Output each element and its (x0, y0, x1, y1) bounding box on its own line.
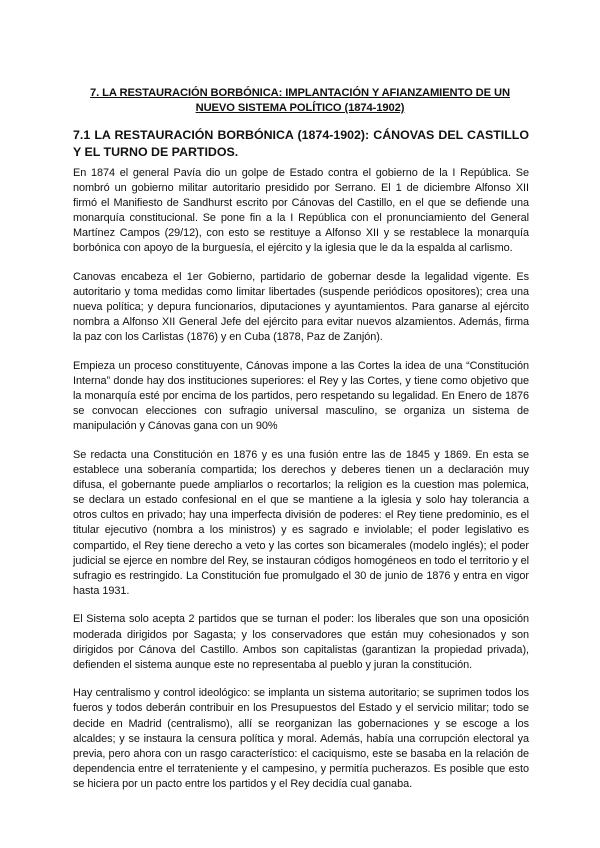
paragraph-6: Hay centralismo y control ideológico: se implanta un sistema autoritario; se suprimen todos los fueros y todos deberán contribuir en los Presupuestos del Estado y el servicio militar; todo se decide en Madrid (centralismo), allí se reorganizan las gobernaciones y se escoge a los alcaldes; y se instaura la censura política y moral. Además, había una corrupción electoral ya previa, pero ahora con un rasgo característico: el caciquismo, este se basaba en la relación de dependencia entre el terrateniente y el campesino, y permitía pucherazos. Es posible que esto se hiciera por un pacto entre los partidos y el Rey decidía cual ganaba. (73, 687, 529, 790)
paragraph-2: Canovas encabeza el 1er Gobierno, partidario de gobernar desde la legalidad vigente. Es autoritario y toma medidas como limitar libertades (suspende periódicos opositores); crea una nueva política; y depura funcionarios, diputaciones y ayuntamientos. Para ganarse al ejército nombra a Alfonso XII General Jefe del ejército para evitar nuevos alzamientos. Además, firma la paz con los Carlistas (1876) y en Cuba (1878, Paz de Zanjón). (73, 271, 529, 344)
document-title-line-1: 7. LA RESTAURACIÓN BORBÓNICA: IMPLANTACIÓN Y AFIANZAMIENTO DE UN (90, 87, 510, 99)
paragraph-4: Se redacta una Constitución en 1876 y es una fusión entre las de 1845 y 1869. En esta se establece una soberanía compartida; los derechos y deberes tienen un a declaración muy difusa, el gobernante puede ampliarlos o recortarlos; la religion es la cuestion mas polemica, se declara un estado confesional en el que se mantiene a la iglesia y solo hay tolerancia a otros cultos en privado; hay una imperfecta división de poderes: el Rey tiene predominio, es el titular ejecutivo (nombra a los ministros) y es sagrado e inviolable; el poder legislativo es compartido, el Rey tiene derecho a veto y las cortes son bicamerales (modelo inglés); el poder judicial se ejerce en nombre del Rey, se instauran códigos homogéneos en todo el territorio y el sufragio es restringido. La Constitución fue promulgado el 30 de junio de 1876 y entra en vigor hasta 1931. (73, 449, 529, 597)
paragraph-5: El Sistema solo acepta 2 partidos que se turnan el poder: los liberales que son una oposición moderada dirigidos por Sagasta; y los conservadores que están muy cohesionados y son dirigidos por Cánova del Castillo. Ambos son capitalistas (garantizan la propiedad privada), defienden el sistema aunque este no representaba al pueblo y juran la constitución. (73, 613, 529, 671)
paragraph-1: En 1874 el general Pavía dio un golpe de Estado contra el gobierno de la I República. Se nombró un gobierno militar autoritario presidido por Serrano. El 1 de diciembre Alfonso XII firmó el Manifiesto de Sandhurst escrito por Cánovas del Castillo, en el que se defiende una monarquía constitucional. Se pone fin a la I República con el pronunciamiento del General Martínez Campos (29/12), con esto se restituye a Alfonso XII y se restablece la monarquía borbónica con apoyo de la burguesía, el ejército y la iglesia que le da la espalda al carlismo. (73, 167, 529, 255)
document-title (80, 86, 520, 116)
document-body (73, 166, 529, 805)
paragraph-3: Empieza un proceso constituyente, Cánovas impone a las Cortes la idea de una “Constitución Interna” donde hay dos instituciones superiores: el Rey y las Cortes, y tiene como objetivo que la monarquía esté por encima de los partidos, pero respetando su legalidad. En Enero de 1876 se convocan elecciones con sufragio universal masculino, se organiza un sistema de manipulación y Cánovas gana con un 90% (73, 360, 529, 433)
section-heading: 7.1 LA RESTAURACIÓN BORBÓNICA (1874-1902): CÁNOVAS DEL CASTILLO Y EL TURNO DE PARTIDOS. (73, 128, 529, 159)
document-title-line-2: NUEVO SISTEMA POLÍTICO (1874-1902) (195, 102, 405, 114)
